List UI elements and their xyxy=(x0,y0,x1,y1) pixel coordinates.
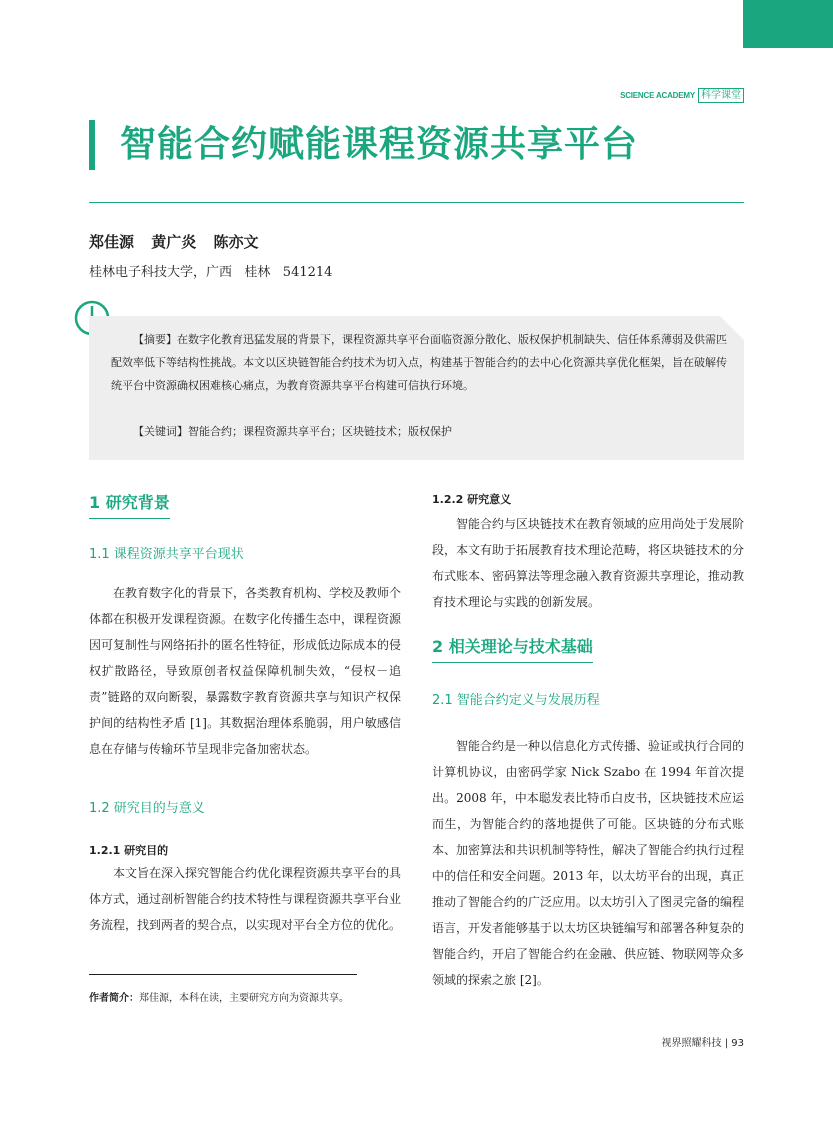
journal-name: 视界照耀科技 xyxy=(661,1038,722,1049)
section-1-2-2-heading: 1.2.2 研究意义 xyxy=(432,493,512,506)
author-footnote xyxy=(89,989,349,1004)
section-2-heading xyxy=(432,636,593,663)
section-2-1-heading: 2.1 智能合约定义与发展历程 xyxy=(432,693,600,708)
keywords: 【关键词】智能合约；课程资源共享平台；区块链技术；版权保护 xyxy=(133,425,452,438)
abstract-box xyxy=(89,316,744,460)
section-2-title: 2 相关理论与技术基础 xyxy=(432,637,593,656)
footnote-text: 郑佳源，本科在读，主要研究方向为资源共享。 xyxy=(139,993,349,1004)
section-1-heading xyxy=(89,492,170,519)
section-1-underline xyxy=(89,518,170,519)
section-1-2-2-body: 智能合约与区块链技术在教育领域的应用尚处于发展阶段，本文有助于拓展教育技术理论范畴，将区块链技术的分布式账本、密码算法等理念融入教育资源共享理论，推动教育技术理论与实践的创新发展。 xyxy=(432,517,745,609)
corner-accent-block xyxy=(743,0,833,48)
footnote-label: 作者简介： xyxy=(89,993,139,1004)
footer-separator: | xyxy=(724,1038,729,1049)
title-accent-bar xyxy=(89,120,95,170)
article-title: 智能合约赋能课程资源共享平台 xyxy=(120,124,639,165)
page-number: 93 xyxy=(731,1038,744,1049)
authors: 郑佳源 黄广炎 陈亦文 xyxy=(89,233,259,251)
section-1-1-heading: 1.1 课程资源共享平台现状 xyxy=(89,547,244,562)
footnote-divider xyxy=(89,974,357,975)
section-1-2-heading: 1.2 研究目的与意义 xyxy=(89,801,205,816)
brand-en: SCIENCE ACADEMY xyxy=(620,91,695,100)
section-1-2-1-body: 本文旨在深入探究智能合约优化课程资源共享平台的具体方式，通过剖析智能合约技术特性与课程资源共享平台业务流程，找到两者的契合点，以实现对平台全方位的优化。 xyxy=(89,866,402,932)
affiliation: 桂林电子科技大学，广西 桂林 541214 xyxy=(89,265,333,280)
section-1-title: 1 研究背景 xyxy=(89,493,170,512)
brand-label xyxy=(620,88,744,103)
page-footer xyxy=(662,1034,744,1049)
section-1-2-1-heading: 1.2.1 研究目的 xyxy=(89,844,169,857)
title-divider xyxy=(89,202,744,203)
abstract-text: 【摘要】在数字化教育迅猛发展的背景下，课程资源共享平台面临资源分散化、版权保护机制缺失、信任体系薄弱及供需匹配效率低下等结构性挑战。本文以区块链智能合约技术为切入点，构建基于智能合约的去中心化资源共享优化框架，旨在破解传统平台中资源确权困难核心痛点，为教育资源共享平台构建可信执行环境。 xyxy=(111,333,727,392)
section-2-underline xyxy=(432,662,593,663)
section-1-1-body: 在教育数字化的背景下，各类教育机构、学校及教师个体都在积极开发课程资源。在数字化传播生态中，课程资源因可复制性与网络拓扑的匿名性特征，形成低边际成本的侵权扩散路径，导致原创者权益保障机制失效，“侵权－追责”链路的双向断裂，暴露数字教育资源共享与知识产权保护间的结构性矛盾 [1]。其数据治理体系脆弱，用户敏感信息在存储与传输环节呈现非完备加密状态。 xyxy=(89,586,402,756)
brand-zh: 科学课堂 xyxy=(698,88,744,103)
section-2-1-body: 智能合约是一种以信息化方式传播、验证或执行合同的计算机协议，由密码学家 Nick Szabo 在 1994 年首次提出。2008 年，中本聪发表比特币白皮书，区块链技术应运而生，为智能合约的落地提供了可能。区块链的分布式账本、加密算法和共识机制等特性，解决了智能合约执行过程中的信任和安全问题。2013 年，以太坊平台的出现，真正推动了智能合约的广泛应用。以太坊引入了图灵完备的编程语言，开发者能够基于以太坊区块链编写和部署各种复杂的智能合约，开启了智能合约在金融、供应链、物联网等众多领域的探索之旅 [2]。 xyxy=(432,739,745,987)
